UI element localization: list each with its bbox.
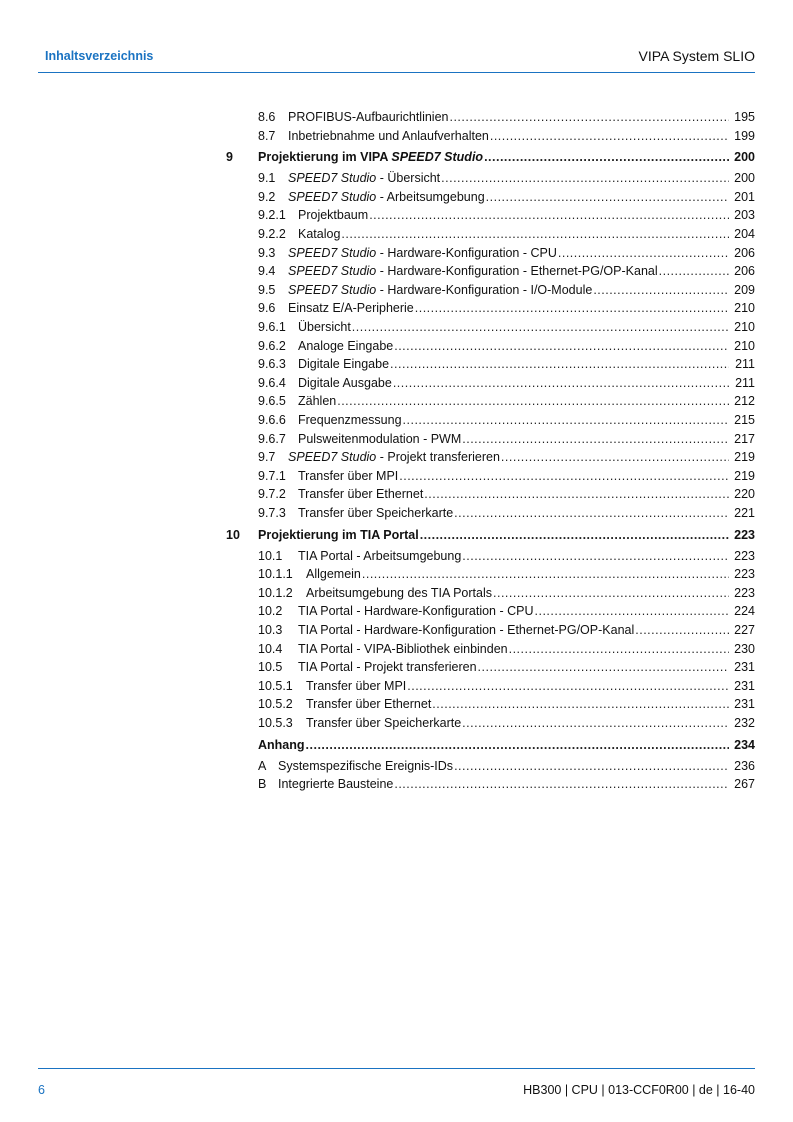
toc-title-part: Einsatz E/A-Peripherie bbox=[288, 301, 414, 316]
toc-entry[interactable] bbox=[258, 679, 755, 697]
toc-entry-title bbox=[258, 738, 305, 752]
toc-entry[interactable] bbox=[258, 339, 755, 357]
toc-entry-title bbox=[298, 320, 351, 334]
toc-title-part: Pulsweitenmodulation - PWM bbox=[298, 431, 462, 446]
toc-dot-leader bbox=[407, 679, 729, 693]
toc-entry-title bbox=[298, 660, 477, 674]
toc-entry[interactable] bbox=[258, 129, 755, 147]
toc-dot-leader bbox=[493, 586, 729, 600]
toc-entry-number: 9.6.4 bbox=[258, 375, 286, 390]
toc-dot-leader bbox=[462, 716, 729, 730]
toc-title-part: SPEED7 Studio bbox=[288, 245, 377, 260]
toc-title-part: TIA Portal - Arbeitsumgebung bbox=[298, 548, 462, 563]
toc-chapter-number: 9 bbox=[226, 150, 233, 165]
toc-dot-leader bbox=[490, 129, 729, 143]
toc-entry[interactable] bbox=[258, 301, 755, 319]
toc-entry[interactable] bbox=[258, 549, 755, 567]
toc-page-number: 212 bbox=[734, 394, 755, 409]
toc-page-number: 201 bbox=[734, 189, 755, 204]
toc-entry-number: 10.1.1 bbox=[258, 567, 293, 582]
toc-title-part: SPEED7 Studio bbox=[288, 189, 377, 204]
toc-title-part: Projektierung im VIPA bbox=[258, 150, 392, 165]
toc-entry-number: 10.5 bbox=[258, 660, 283, 675]
toc-entry-title bbox=[298, 432, 461, 446]
toc-dot-leader bbox=[362, 567, 729, 581]
footer-rule bbox=[38, 1068, 755, 1069]
toc-page-number: 236 bbox=[734, 758, 755, 773]
toc-page-number: 206 bbox=[734, 245, 755, 260]
toc-entry-title bbox=[258, 150, 483, 164]
toc-entry[interactable] bbox=[258, 320, 755, 338]
toc-page-number: 219 bbox=[734, 468, 755, 483]
toc-entry-number: B bbox=[258, 777, 267, 792]
toc-entry-number: 9.3 bbox=[258, 245, 276, 260]
toc-dot-leader bbox=[478, 660, 729, 674]
toc-dot-leader bbox=[399, 469, 729, 483]
toc-dot-leader bbox=[369, 208, 729, 222]
toc-title-part: Transfer über MPI bbox=[298, 468, 399, 483]
toc-dot-leader bbox=[394, 339, 729, 353]
toc-page-number: 217 bbox=[734, 431, 755, 446]
toc-dot-leader bbox=[593, 283, 729, 297]
toc-title-part: - Hardware-Konfiguration - CPU bbox=[376, 245, 557, 260]
toc-dot-leader bbox=[432, 697, 729, 711]
toc-dot-leader bbox=[454, 759, 729, 773]
toc-entry-number: 10.5.2 bbox=[258, 697, 293, 712]
toc-entry-number: 9.6.1 bbox=[258, 320, 286, 334]
toc-page-number: 206 bbox=[734, 264, 755, 279]
toc-entry-title bbox=[298, 642, 508, 656]
toc-title-part: - Hardware-Konfiguration - Ethernet-PG/OP-Kanal bbox=[376, 264, 658, 279]
toc-entry[interactable] bbox=[258, 394, 755, 412]
toc-dot-leader bbox=[454, 506, 729, 520]
toc-title-part: Transfer über Speicherkarte bbox=[298, 506, 454, 520]
toc-dot-leader bbox=[535, 604, 729, 618]
toc-page-number: 267 bbox=[734, 777, 755, 792]
toc-page-number: 220 bbox=[734, 487, 755, 502]
toc-entry[interactable] bbox=[258, 716, 755, 734]
toc-entry[interactable] bbox=[258, 190, 755, 208]
header-rule bbox=[38, 72, 755, 73]
toc-entry-title bbox=[258, 528, 419, 542]
toc-entry-title bbox=[278, 777, 393, 791]
toc-entry[interactable] bbox=[258, 357, 755, 375]
toc-dot-leader bbox=[415, 301, 729, 315]
toc-page-number: 210 bbox=[734, 338, 755, 353]
toc-page-number: 211 bbox=[735, 375, 755, 390]
toc-entry[interactable] bbox=[258, 586, 755, 604]
toc-entry-number: 10.5.1 bbox=[258, 678, 293, 693]
toc-entry[interactable] bbox=[258, 777, 755, 795]
toc-entry[interactable] bbox=[258, 604, 755, 622]
toc-page-number: 211 bbox=[735, 357, 755, 372]
toc-entry-number: 9.7.3 bbox=[258, 506, 286, 520]
toc-dot-leader bbox=[462, 549, 729, 563]
toc-entry-number: 9.6.6 bbox=[258, 413, 286, 427]
toc-dot-leader bbox=[462, 432, 729, 446]
toc-title-part: Katalog bbox=[298, 227, 341, 241]
toc-entry-title bbox=[306, 697, 431, 711]
toc-entry[interactable] bbox=[258, 487, 755, 505]
toc-title-part: Projektierung im TIA Portal bbox=[258, 527, 419, 542]
header-section-title: Inhaltsverzeichnis bbox=[45, 49, 154, 63]
toc-page-number: 234 bbox=[734, 737, 755, 752]
toc-chapter-entry[interactable] bbox=[226, 150, 755, 168]
toc-page-number: 200 bbox=[734, 150, 755, 165]
toc-page-number: 223 bbox=[734, 548, 755, 563]
toc-title-part: Frequenzmessung bbox=[298, 413, 402, 427]
toc-title-part: Integrierte Bausteine bbox=[278, 777, 394, 792]
toc-entry[interactable] bbox=[258, 208, 755, 226]
toc-dot-leader bbox=[352, 320, 729, 334]
toc-entry[interactable] bbox=[258, 450, 755, 468]
toc-entry[interactable] bbox=[258, 110, 755, 128]
toc-page-number: 223 bbox=[734, 585, 755, 600]
toc-page-number: 204 bbox=[734, 227, 755, 241]
toc-title-part: - Arbeitsumgebung bbox=[376, 189, 485, 204]
toc-page-number: 199 bbox=[734, 128, 755, 143]
toc-entry[interactable] bbox=[258, 567, 755, 585]
toc-page-number: 203 bbox=[734, 208, 755, 223]
toc-entry-number: 10.1 bbox=[258, 548, 283, 563]
toc-entry[interactable] bbox=[258, 246, 755, 264]
toc-title-part: Zählen bbox=[298, 394, 337, 409]
toc-title-part: Systemspezifische Ereignis-IDs bbox=[278, 758, 454, 773]
toc-entry-number: 9.6.5 bbox=[258, 394, 286, 409]
toc-entry-number: 9.6.7 bbox=[258, 431, 286, 446]
toc-title-part: Transfer über Ethernet bbox=[298, 487, 424, 502]
toc-chapter-entry[interactable] bbox=[226, 527, 755, 546]
toc-dot-leader bbox=[403, 413, 729, 427]
toc-page-number: 231 bbox=[734, 660, 755, 675]
toc-title-part: Transfer über MPI bbox=[306, 678, 407, 693]
toc-entry-title bbox=[288, 171, 440, 185]
toc-entry-title bbox=[288, 301, 414, 315]
toc-page-number: 230 bbox=[734, 641, 755, 656]
toc-dot-leader bbox=[449, 110, 729, 124]
toc-page-number: 231 bbox=[734, 678, 755, 693]
toc-entry-title bbox=[298, 208, 368, 222]
toc-entry-number: 9.2 bbox=[258, 189, 276, 204]
toc-page-number: 223 bbox=[734, 527, 755, 542]
toc-page-number: 215 bbox=[734, 413, 755, 427]
toc-entry-title bbox=[298, 227, 340, 241]
toc-entry-title bbox=[306, 716, 461, 730]
toc-page-number: 219 bbox=[734, 450, 755, 465]
toc-title-part: SPEED7 Studio bbox=[288, 171, 377, 186]
toc-dot-leader bbox=[509, 642, 729, 656]
toc-entry-title bbox=[288, 283, 592, 297]
toc-dot-leader bbox=[484, 150, 729, 164]
toc-dot-leader bbox=[558, 246, 729, 260]
toc-entry-title bbox=[298, 394, 336, 408]
toc-entry[interactable] bbox=[258, 432, 755, 450]
toc-dot-leader bbox=[394, 777, 729, 791]
toc-entry-title bbox=[298, 339, 393, 353]
toc-page-number: 210 bbox=[734, 320, 755, 334]
footer-document-reference: HB300 | CPU | 013-CCF0R00 | de | 16-40 bbox=[523, 1083, 755, 1097]
toc-title-part: TIA Portal - Hardware-Konfiguration - Ethernet-PG/OP-Kanal bbox=[298, 623, 635, 637]
toc-entry-title bbox=[298, 376, 392, 390]
toc-entry-number: 10.5.3 bbox=[258, 716, 293, 730]
toc-dot-leader bbox=[635, 623, 729, 637]
toc-entry-number: 9.2.1 bbox=[258, 208, 286, 223]
toc-entry-number: 9.7.1 bbox=[258, 468, 286, 483]
toc-entry-number: 9.1 bbox=[258, 171, 276, 186]
toc-entry[interactable] bbox=[258, 642, 755, 660]
toc-title-part: Transfer über Ethernet bbox=[306, 697, 432, 712]
toc-dot-leader bbox=[393, 376, 729, 390]
toc-entry[interactable] bbox=[258, 376, 755, 394]
toc-page-number: 200 bbox=[734, 171, 755, 186]
header-product-name: VIPA System SLIO bbox=[638, 48, 755, 64]
toc-entry-title bbox=[306, 586, 492, 600]
toc-entry[interactable] bbox=[258, 660, 755, 678]
toc-title-part: Digitale Eingabe bbox=[298, 357, 390, 372]
toc-dot-leader bbox=[501, 450, 729, 464]
toc-dot-leader bbox=[337, 394, 729, 408]
toc-page-number: 231 bbox=[734, 697, 755, 712]
toc-title-part: Allgemein bbox=[306, 567, 361, 582]
toc-title-part: Arbeitsumgebung des TIA Portals bbox=[306, 585, 492, 600]
toc-entry[interactable] bbox=[258, 469, 755, 487]
toc-title-part: SPEED7 Studio bbox=[391, 150, 484, 165]
toc-entry-number: 9.5 bbox=[258, 282, 276, 297]
toc-page-number: 195 bbox=[734, 110, 755, 124]
toc-entry-number: A bbox=[258, 758, 267, 773]
toc-title-part: TIA Portal - Projekt transferieren bbox=[298, 660, 477, 675]
toc-title-part: SPEED7 Studio bbox=[288, 450, 377, 465]
toc-entry-title bbox=[278, 759, 453, 773]
toc-dot-leader bbox=[659, 264, 729, 278]
toc-title-part: Inbetriebnahme und Anlaufverhalten bbox=[288, 128, 489, 143]
toc-entry-number: 10.2 bbox=[258, 604, 283, 619]
toc-entry-title bbox=[288, 190, 485, 204]
toc-entry[interactable] bbox=[258, 623, 755, 641]
toc-entry[interactable] bbox=[258, 227, 755, 245]
toc-entry-title bbox=[288, 129, 489, 143]
toc-entry-title bbox=[298, 549, 461, 563]
toc-page-number: 224 bbox=[734, 604, 755, 619]
footer-page-number: 6 bbox=[38, 1083, 45, 1097]
toc-title-part: Transfer über Speicherkarte bbox=[306, 716, 462, 730]
toc-title-part: - Übersicht bbox=[376, 171, 441, 186]
toc-entry-title bbox=[288, 450, 500, 464]
toc-entry-title bbox=[288, 246, 557, 260]
toc-dot-leader bbox=[420, 528, 729, 542]
toc-entry-number: 9.7 bbox=[258, 450, 276, 465]
toc-page-number: 223 bbox=[734, 567, 755, 582]
toc-title-part: - Hardware-Konfiguration - I/O-Module bbox=[376, 282, 593, 297]
toc-entry-title bbox=[298, 487, 423, 501]
toc-entry-number: 8.7 bbox=[258, 128, 276, 143]
toc-entry[interactable] bbox=[258, 759, 755, 777]
toc-dot-leader bbox=[424, 487, 729, 501]
toc-entry-number: 9.2.2 bbox=[258, 227, 286, 241]
toc-title-part: - Projekt transferieren bbox=[376, 450, 500, 465]
toc-dot-leader bbox=[341, 227, 729, 241]
toc-entry[interactable] bbox=[258, 506, 755, 524]
toc-entry-title bbox=[288, 110, 448, 124]
toc-title-part: SPEED7 Studio bbox=[288, 282, 377, 297]
toc-entry-title bbox=[306, 567, 361, 581]
toc-title-part: Digitale Ausgabe bbox=[298, 375, 392, 390]
toc-page-number: 227 bbox=[734, 623, 755, 637]
toc-title-part: PROFIBUS-Aufbaurichtlinien bbox=[288, 110, 449, 124]
toc-chapter-number: 10 bbox=[226, 527, 240, 542]
toc-page-number: 232 bbox=[734, 716, 755, 730]
toc-entry[interactable] bbox=[258, 283, 755, 301]
toc-entry-number: 9.7.2 bbox=[258, 487, 286, 502]
toc-title-part: Projektbaum bbox=[298, 208, 369, 223]
toc-entry-number: 9.4 bbox=[258, 264, 276, 279]
toc-entry-title bbox=[298, 506, 453, 520]
toc-entry-title bbox=[288, 264, 658, 278]
toc-entry-title bbox=[298, 604, 534, 618]
toc-page-number: 209 bbox=[734, 282, 755, 297]
toc-title-part: Anhang bbox=[258, 737, 305, 752]
toc-entry-number: 9.6.3 bbox=[258, 357, 286, 372]
toc-page-number: 221 bbox=[734, 506, 755, 520]
toc-entry-number: 9.6.2 bbox=[258, 338, 286, 353]
toc-page-number: 210 bbox=[734, 301, 755, 316]
toc-entry-number: 9.6 bbox=[258, 301, 276, 316]
toc-title-part: SPEED7 Studio bbox=[288, 264, 377, 279]
toc-entry-title bbox=[306, 679, 406, 693]
toc-dot-leader bbox=[486, 190, 729, 204]
toc-entry[interactable] bbox=[258, 413, 755, 431]
toc-entry-number: 10.1.2 bbox=[258, 585, 293, 600]
toc-entry-title bbox=[298, 623, 634, 637]
toc-dot-leader bbox=[441, 171, 729, 185]
toc-dot-leader bbox=[390, 357, 729, 371]
toc-entry[interactable] bbox=[258, 264, 755, 282]
toc-entry-number: 10.4 bbox=[258, 641, 283, 656]
toc-title-part: Übersicht bbox=[298, 320, 351, 334]
toc-entry[interactable] bbox=[258, 697, 755, 715]
toc-chapter-entry[interactable] bbox=[258, 738, 755, 756]
toc-entry-number: 10.3 bbox=[258, 623, 283, 637]
toc-entry[interactable] bbox=[258, 171, 755, 189]
toc-title-part: Analoge Eingabe bbox=[298, 338, 394, 353]
toc-entry-title bbox=[298, 413, 402, 427]
toc-entry-title bbox=[298, 469, 398, 483]
toc-title-part: TIA Portal - Hardware-Konfiguration - CPU bbox=[298, 604, 534, 619]
toc-entry-number: 8.6 bbox=[258, 110, 276, 124]
toc-entry-title bbox=[298, 357, 389, 371]
toc-dot-leader bbox=[306, 738, 729, 752]
toc-title-part: TIA Portal - VIPA-Bibliothek einbinden bbox=[298, 641, 508, 656]
